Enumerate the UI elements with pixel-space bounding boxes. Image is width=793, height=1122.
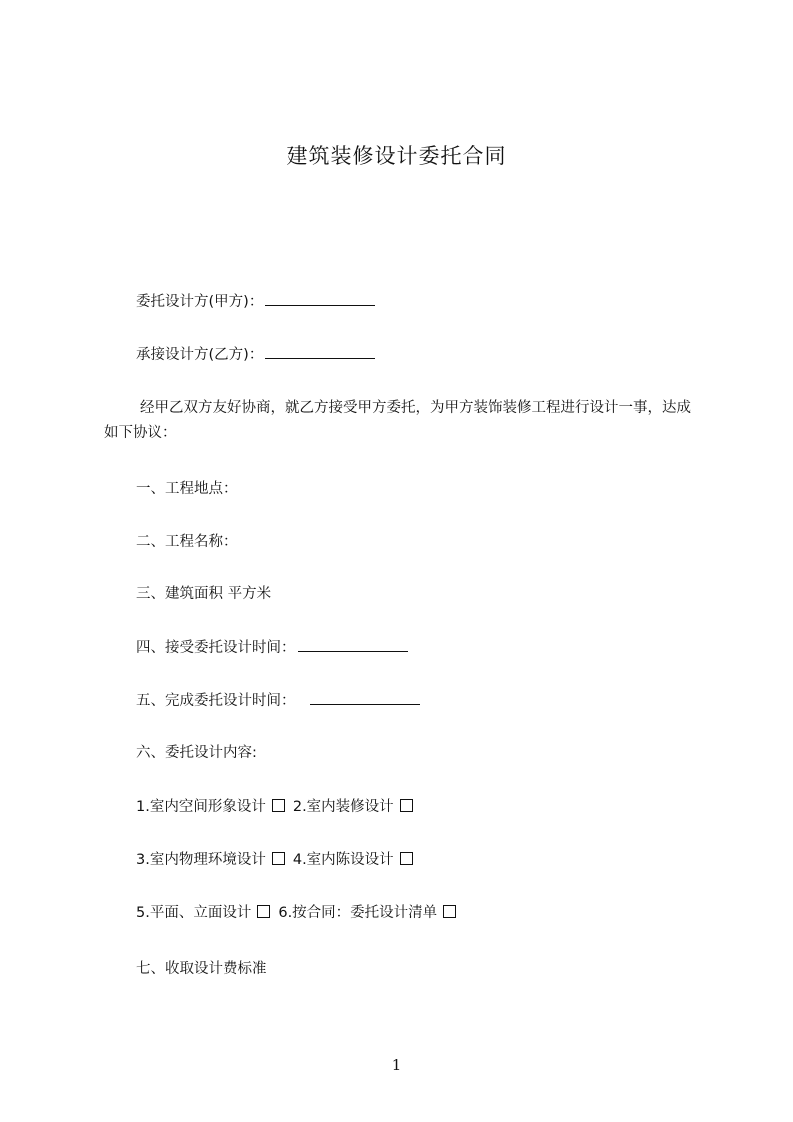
clause-location: 一、工程地点： <box>136 481 238 497</box>
party-b-label: 承接设计方(乙方)： <box>136 347 264 363</box>
document-title: 建筑装修设计委托合同 <box>286 144 507 168</box>
clause-area: 三、建筑面积 平方米 <box>136 586 272 602</box>
clause-design-content: 六、委托设计内容: <box>136 745 257 761</box>
option-row-1 <box>136 797 421 817</box>
intro-paragraph: 经甲乙双方友好协商，就乙方接受甲方委托，为甲方装饰装修工程进行设计一事，达成如下协议： <box>104 400 691 441</box>
option-plan-elevation-design: 5.平面、立面设计 <box>136 905 252 921</box>
option-physical-env-design: 3.室内物理环境设计 <box>136 852 266 868</box>
option-furnishing-checkbox[interactable] <box>400 852 413 865</box>
clause-fee-standard: 七、收取设计费标准 <box>136 961 267 977</box>
clause-complete-time: 五、完成委托设计时间： <box>136 693 296 709</box>
option-contract-list: 6.按合同：委托设计清单 <box>278 905 438 921</box>
clause-complete-time-line <box>136 690 420 711</box>
party-b-line <box>136 344 375 365</box>
option-decoration-checkbox[interactable] <box>400 799 413 812</box>
option-space-image-design: 1.室内空间形象设计 <box>136 799 266 815</box>
party-b-blank[interactable] <box>265 344 375 359</box>
page-number: 1 <box>391 1056 402 1074</box>
complete-time-blank[interactable] <box>310 690 420 705</box>
option-plan-elevation-checkbox[interactable] <box>257 905 270 918</box>
party-a-blank[interactable] <box>265 291 375 306</box>
party-a-label: 委托设计方(甲方)： <box>136 294 264 310</box>
option-physical-env-checkbox[interactable] <box>272 852 285 865</box>
option-furnishing-design: 4.室内陈设设计 <box>292 852 394 868</box>
party-a-line <box>136 291 375 312</box>
clause-accept-time-line <box>136 637 408 658</box>
option-space-image-checkbox[interactable] <box>272 799 285 812</box>
accept-time-blank[interactable] <box>298 637 408 652</box>
option-decoration-design: 2.室内装修设计 <box>292 799 394 815</box>
option-contract-list-checkbox[interactable] <box>443 905 456 918</box>
clause-accept-time: 四、接受委托设计时间： <box>136 640 296 656</box>
option-row-3 <box>136 903 464 923</box>
option-row-2 <box>136 850 421 870</box>
clause-project-name: 二、工程名称： <box>136 534 238 550</box>
